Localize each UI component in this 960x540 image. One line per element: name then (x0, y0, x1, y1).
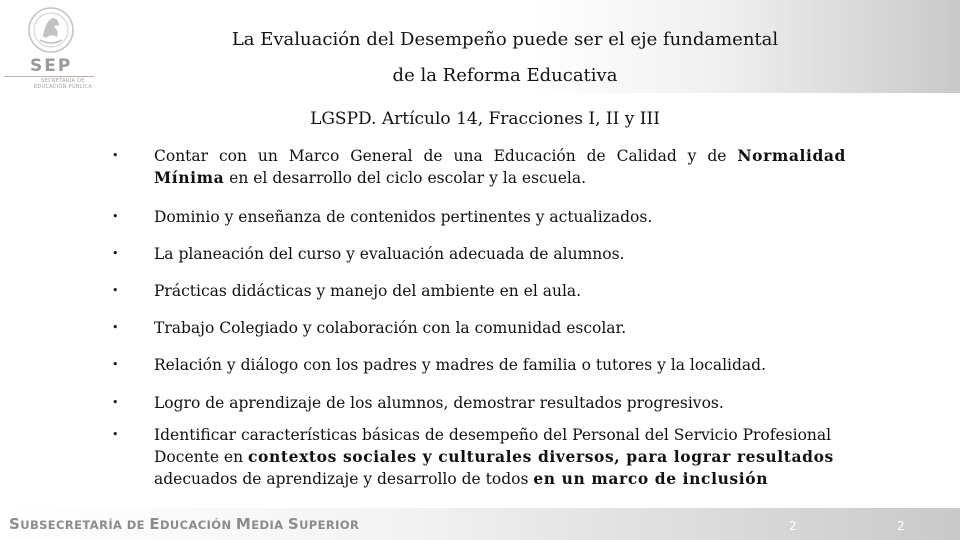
page-number-secondary: 2 (897, 519, 905, 533)
bullet-text (154, 243, 846, 265)
slide-footer (0, 508, 960, 540)
bullet-text (154, 392, 846, 414)
slide-subtitle: LGSPD. Artículo 14, Fracciones I, II y III (310, 109, 660, 129)
sep-logo (4, 6, 109, 92)
bullet-text-emphasis: contextos sociales y culturales diversos, para lograr resultados (248, 447, 834, 466)
bullet-marker: • (112, 428, 119, 441)
slide-header (0, 0, 960, 93)
logo-acronym: SEP (30, 56, 73, 76)
bullet-text-segment: La planeación del curso y evaluación adecuada de alumnos. (154, 245, 625, 263)
bullet-text (154, 317, 846, 339)
logo-subtitle-line1: SECRETARÍA DE (41, 78, 85, 84)
slide-title-line2: de la Reforma Educativa (392, 65, 618, 86)
bullet-text (154, 206, 846, 228)
logo-subtitle-line2: EDUCACIÓN PÚBLICA (33, 84, 93, 90)
bullet-marker: • (112, 247, 119, 260)
mexican-coat-of-arms-icon (26, 6, 76, 54)
bullet-marker: • (112, 284, 119, 297)
page-number: 2 (789, 519, 797, 533)
footer-department-label: SUBSECRETARÍA DE EDUCACIÓN MEDIA SUPERIOR (9, 515, 360, 533)
bullet-text (154, 145, 846, 189)
bullet-text-segment: Prácticas didácticas y manejo del ambiente en el aula. (154, 282, 582, 300)
bullet-text-segment: en el desarrollo del ciclo escolar y la escuela. (224, 169, 587, 187)
bullet-marker: • (112, 396, 119, 409)
bullet-marker: • (112, 210, 119, 223)
logo-divider-accent (52, 76, 94, 77)
bullet-text-segment: adecuados de aprendizaje y desarrollo de todos (154, 470, 534, 488)
bullet-marker: • (112, 149, 119, 162)
logo-subtitle (18, 78, 108, 90)
bullet-marker: • (112, 358, 119, 371)
bullet-text-segment: Logro de aprendizaje de los alumnos, demostrar resultados progresivos. (154, 394, 724, 412)
bullet-text (154, 354, 846, 376)
bullet-text (154, 280, 846, 302)
bullet-text-segment: Trabajo Colegiado y colaboración con la comunidad escolar. (154, 319, 627, 337)
bullet-text-emphasis: Normalidad Mínima (154, 146, 846, 187)
bullet-text-segment: Contar con un Marco General de una Educación de Calidad y de (154, 147, 738, 165)
bullet-text-segment: Identificar características básicas de desempeño del Personal del Servicio Profesional Docente en (154, 426, 832, 466)
bullet-marker: • (112, 321, 119, 334)
bullet-text-emphasis: en un marco de inclusión (533, 469, 769, 488)
bullet-text (154, 424, 846, 490)
slide-title-line1: La Evaluación del Desempeño puede ser el eje fundamental (231, 29, 779, 50)
bullet-text-segment: Relación y diálogo con los padres y madres de familia o tutores y la localidad. (154, 356, 767, 374)
bullet-text-segment: Dominio y enseñanza de contenidos pertinentes y actualizados. (154, 208, 653, 226)
